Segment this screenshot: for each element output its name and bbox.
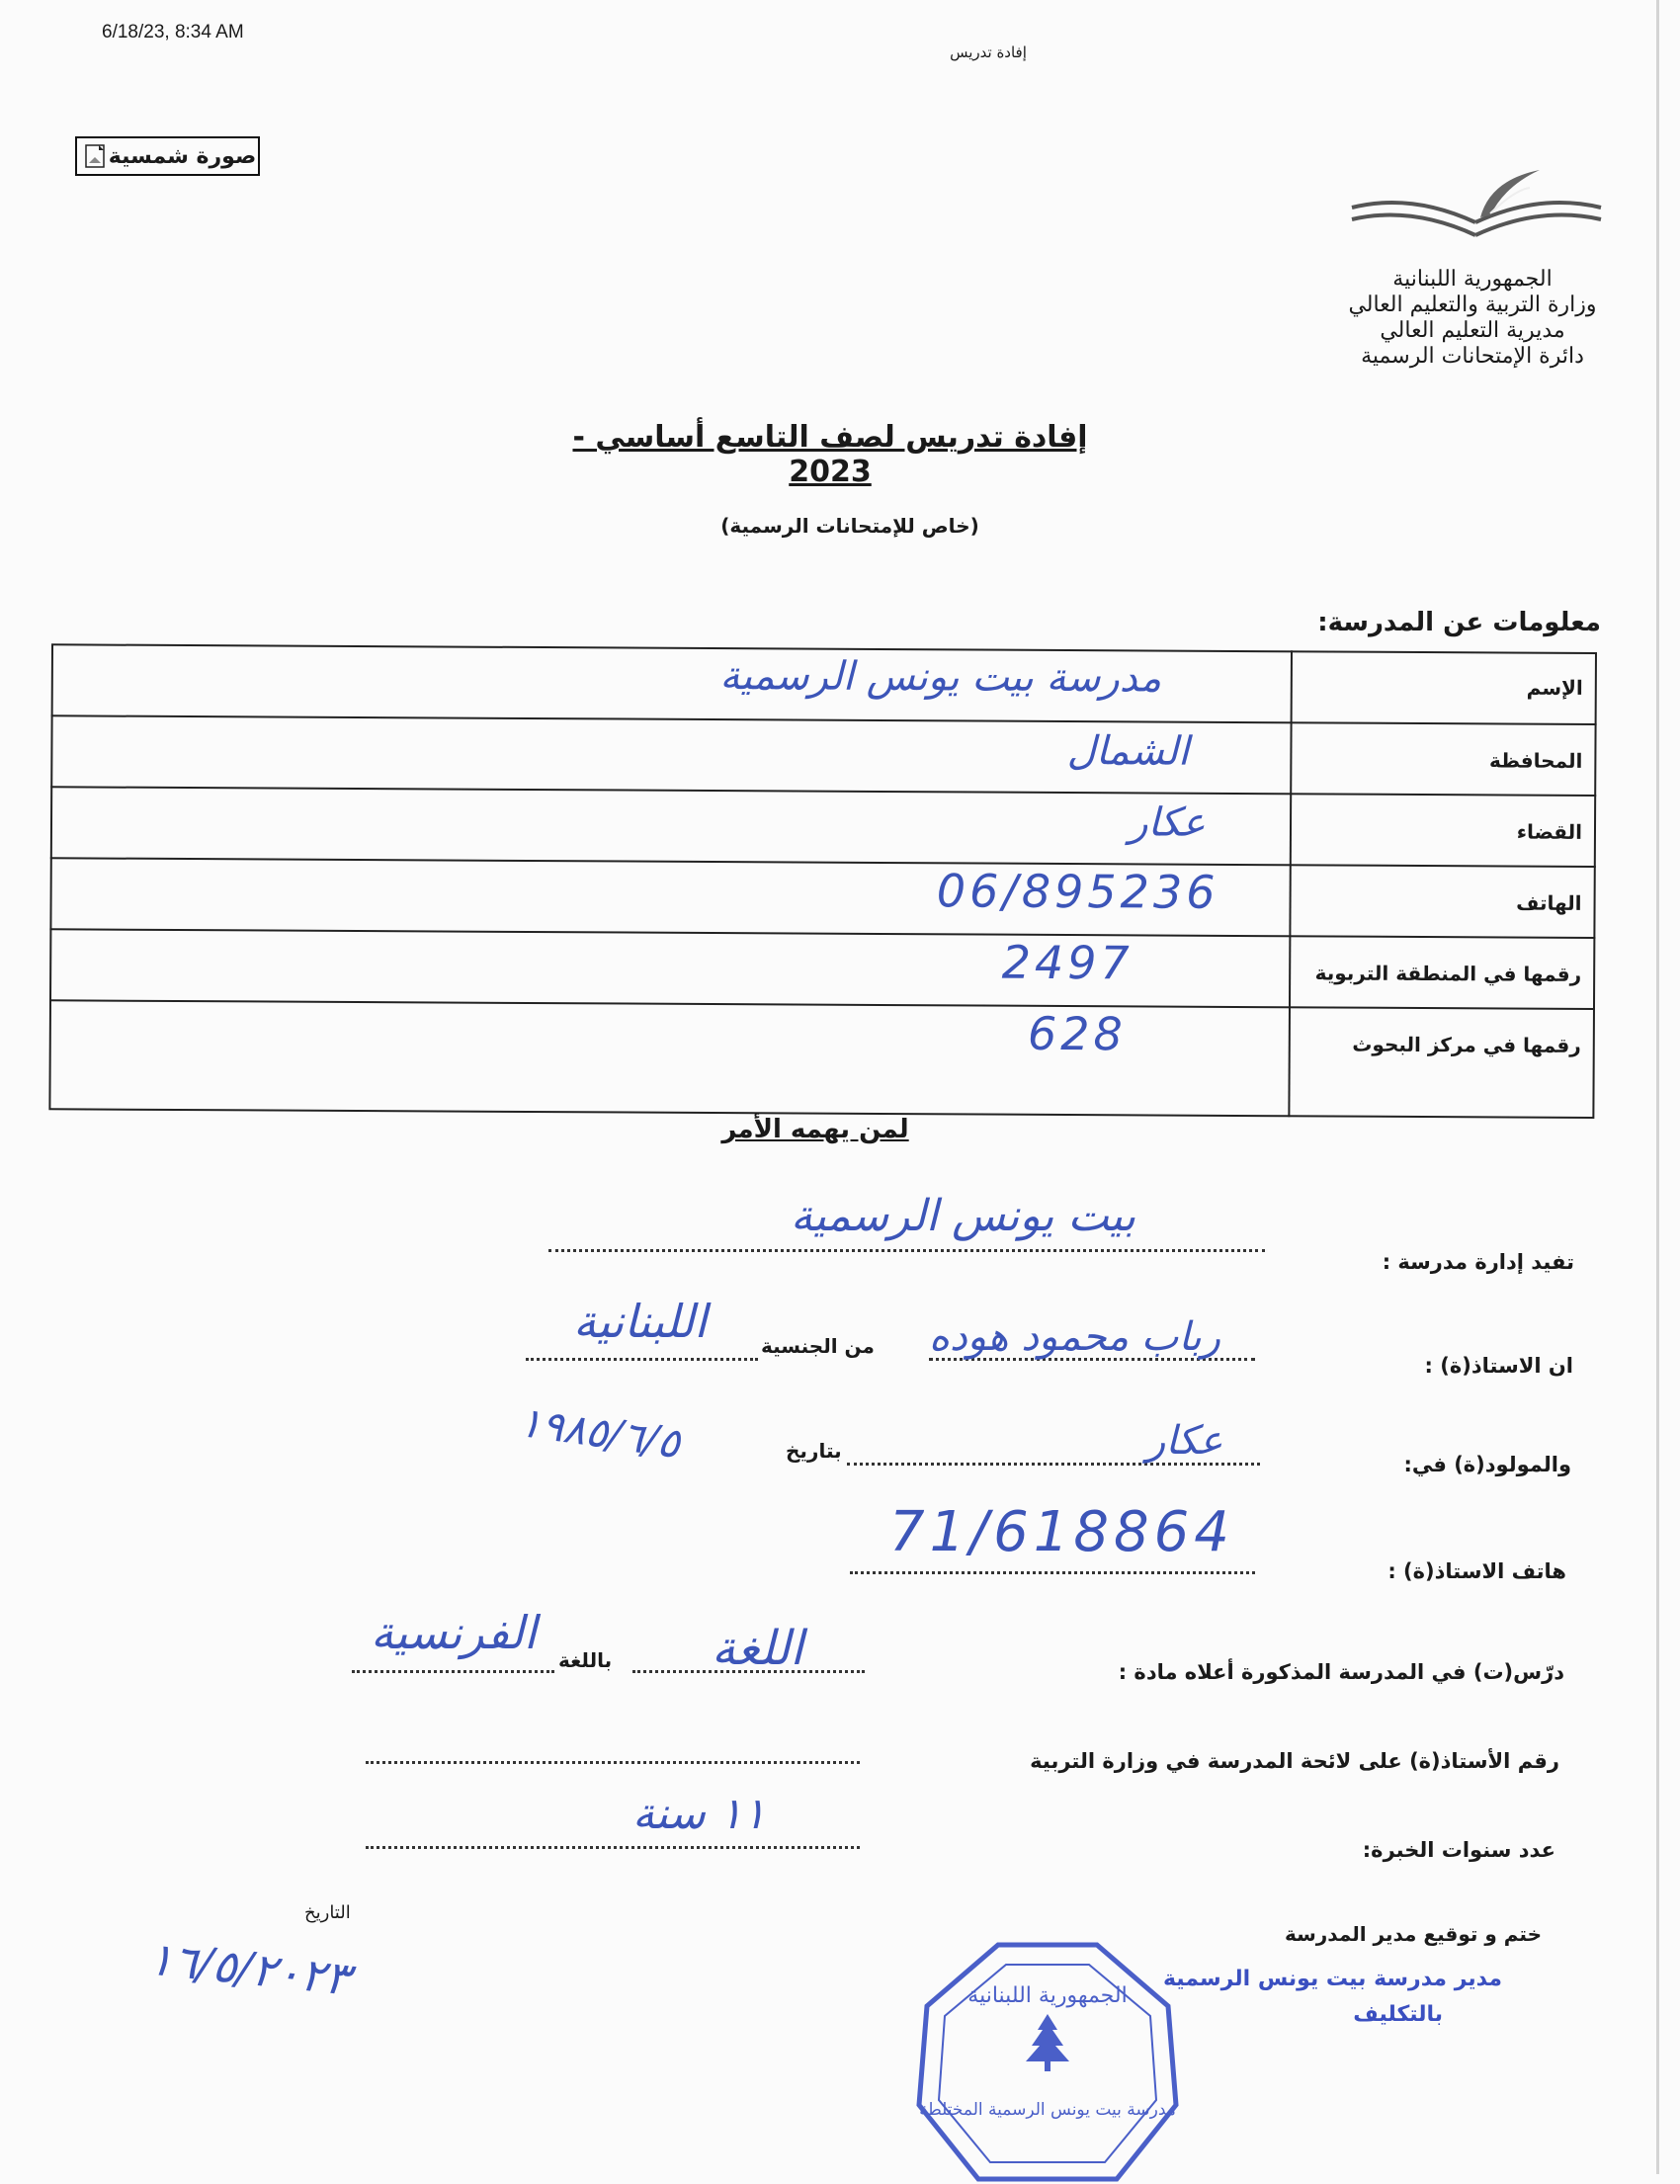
teacher-phone-value: 71/618864 [889, 1500, 1234, 1564]
row-label: المحافظة [1488, 748, 1583, 773]
director-signature [1107, 1962, 1502, 2033]
school-admin-dots [548, 1247, 1265, 1252]
row-value: 628 [1027, 1006, 1127, 1061]
image-placeholder-icon [83, 143, 109, 169]
director-line: مدير مدرسة بيت يونس الرسمية [1162, 1967, 1502, 1991]
ministry-book-logo-icon [1342, 168, 1609, 257]
row-value: 2497 [1001, 935, 1134, 990]
ministry-line: الجمهورية اللبنانية [1392, 267, 1553, 292]
document-title: إفادة تدريس لصف التاسع أساسي - 2023 [572, 420, 1088, 489]
taught-subject-label: درّس(ت) في المدرسة المذكورة أعلاه مادة : [1118, 1660, 1564, 1684]
school-admin-value: بيت يونس الرسمية [791, 1191, 1136, 1241]
row-value: 06/895236 [936, 864, 1219, 919]
table-row [51, 643, 1597, 723]
stamp-top-text: الجمهورية اللبنانية [967, 1983, 1128, 2008]
birthplace-label: والمولود(ة) في: [1403, 1453, 1571, 1476]
experience-dots [366, 1844, 860, 1849]
teacher-number-dots [366, 1759, 860, 1764]
document-subtitle: (خاص للإمتحانات الرسمية) [720, 514, 979, 538]
photo-box-label: صورة شمسية [108, 143, 257, 169]
stamp-bottom-text: مدرسة بيت يونس الرسمية المختلطة [919, 2100, 1176, 2120]
teacher-number-label: رقم الأستاذ(ة) على لائحة المدرسة في وزارة التربية [1030, 1749, 1559, 1773]
director-line: بالتكليف [1353, 2002, 1443, 2027]
teacher-label: ان الاستاذ(ة) : [1424, 1354, 1573, 1378]
row-label: الإسم [1526, 675, 1583, 700]
signature-label: ختم و توقيع مدير المدرسة [1284, 1922, 1542, 1946]
table-row [49, 999, 1595, 1079]
table-row [49, 857, 1595, 937]
page-edge [1656, 0, 1659, 2174]
language-dots [352, 1668, 554, 1673]
teacher-value: رباب محمود هوده [929, 1314, 1221, 1360]
print-title: إفادة تدريس [950, 43, 1027, 61]
table-row [50, 786, 1596, 866]
language-value: الفرنسية [371, 1606, 537, 1659]
school-section-title: معلومات عن المدرسة: [1317, 608, 1601, 637]
nationality-dots [526, 1356, 758, 1361]
date-label: التاريخ [304, 1902, 351, 1923]
photo-box [75, 136, 260, 176]
row-label: الهاتف [1516, 890, 1582, 915]
row-value: مدرسة بيت يونس الرسمية [719, 653, 1162, 702]
birthdate-value: ١٩٨٥/٦/٥ [516, 1396, 684, 1469]
birthdate-label: بتاريخ [786, 1439, 842, 1463]
taught-subject-value: اللغة [712, 1621, 803, 1676]
ministry-line: مديرية التعليم العالي [1380, 318, 1565, 343]
teacher-phone-dots [850, 1569, 1255, 1574]
row-value: عكار [1129, 799, 1206, 846]
language-label: باللغة [558, 1648, 613, 1672]
table-row [50, 714, 1596, 795]
ministry-header [1324, 267, 1621, 370]
school-info-table [48, 643, 1597, 1119]
nationality-value: اللبنانية [573, 1295, 708, 1348]
table-row [49, 928, 1595, 1008]
experience-label: عدد سنوات الخبرة: [1362, 1838, 1555, 1862]
teacher-phone-label: هاتف الاستاذ(ة) : [1387, 1559, 1566, 1583]
school-admin-label: تفيد إدارة مدرسة : [1382, 1250, 1574, 1274]
birthplace-value: عكار [1146, 1418, 1223, 1464]
row-label: رقمها في المنطقة التربوية [1314, 961, 1582, 986]
date-value: ١٦/٥/٢٠٢٣ [145, 1931, 353, 2006]
row-label: رقمها في مركز البحوث [1352, 1032, 1581, 1057]
print-date: 6/18/23, 8:34 AM [102, 22, 244, 42]
experience-value: ١١ سنة [632, 1789, 766, 1839]
cedar-tree-icon [1026, 2014, 1069, 2071]
ministry-line: دائرة الإمتحانات الرسمية [1361, 344, 1584, 369]
row-label: القضاء [1516, 819, 1583, 844]
nationality-label: من الجنسية [761, 1334, 875, 1358]
row-value: الشمال [1066, 728, 1190, 775]
to-whom-heading: لمن يهمه الأمر [721, 1115, 909, 1144]
ministry-line: وزارة التربية والتعليم العالي [1348, 293, 1597, 317]
